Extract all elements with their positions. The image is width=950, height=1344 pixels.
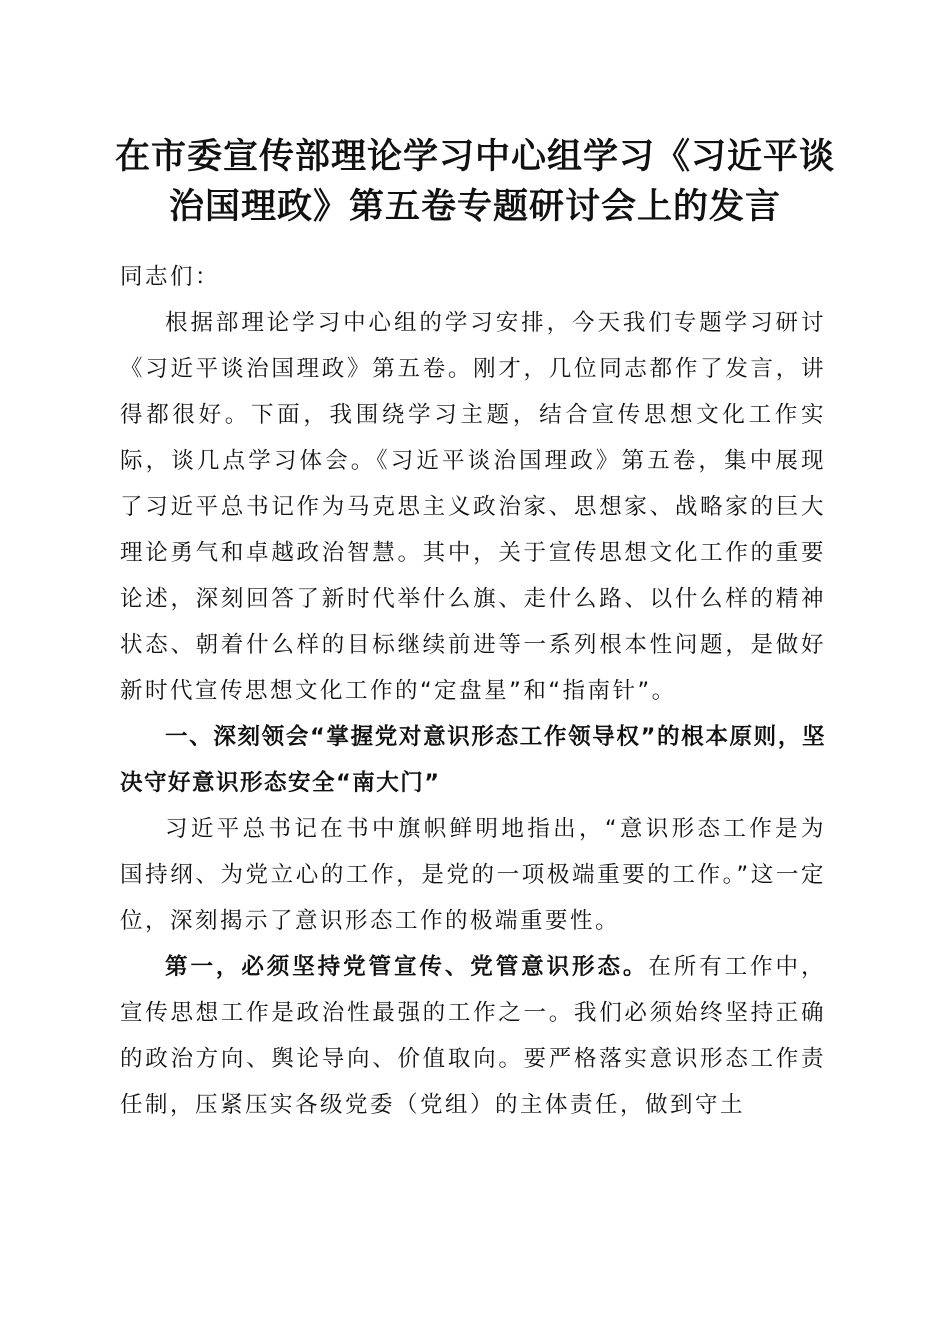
section-1-paragraph-2 [120,944,826,1128]
section-1-heading: 一、深刻领会“掌握党对意识形态工作领导权”的根本原则，坚决守好意识形态安全“南大门” [120,724,826,796]
paragraph-body-text: 在所有工作中，宣传思想工作是政治性最强的工作之一。我们必须始终坚持正确的政治方向、舆论导向、价值取向。要严格落实意识形态工作责任制，压紧压实各级党委（党组）的主体责任，做到守土 [120,954,826,1118]
title-line-2: 治国理政》第五卷专题研讨会上的发言 [168,186,781,227]
document-title [100,132,850,232]
salutation: 同志们： [120,264,221,290]
section-1-paragraph-1: 习近平总书记在书中旗帜鲜明地指出，“意识形态工作是为国持纲、为党立心的工作，是党的一项极端重要的工作。”这一定位，深刻揭示了意识形态工作的极端重要性。 [120,816,826,934]
paragraph-lead-sentence: 第一，必须坚持党管宣传、党管意识形态。 [165,954,649,980]
title-line-1: 在市委宣传部理论学习中心组学习《习近平谈 [114,136,835,177]
document-body [120,254,826,1128]
intro-paragraph: 根据部理论学习中心组的学习安排，今天我们专题学习研讨《习近平谈治国理政》第五卷。刚才，几位同志都作了发言，讲得都很好。下面，我围绕学习主题，结合宣传思想文化工作实际，谈几点学习体会。《习近平谈治国理政》第五卷，集中展现了习近平总书记作为马克思主义政治家、思想家、战略家的巨大理论勇气和卓越政治智慧。其中，关于宣传思想文化工作的重要论述，深刻回答了新时代举什么旗、走什么路、以什么样的精神状态、朝着什么样的目标继续前进等一系列根本性问题，是做好新时代宣传思想文化工作的“定盘星”和“指南针”。 [120,310,826,704]
